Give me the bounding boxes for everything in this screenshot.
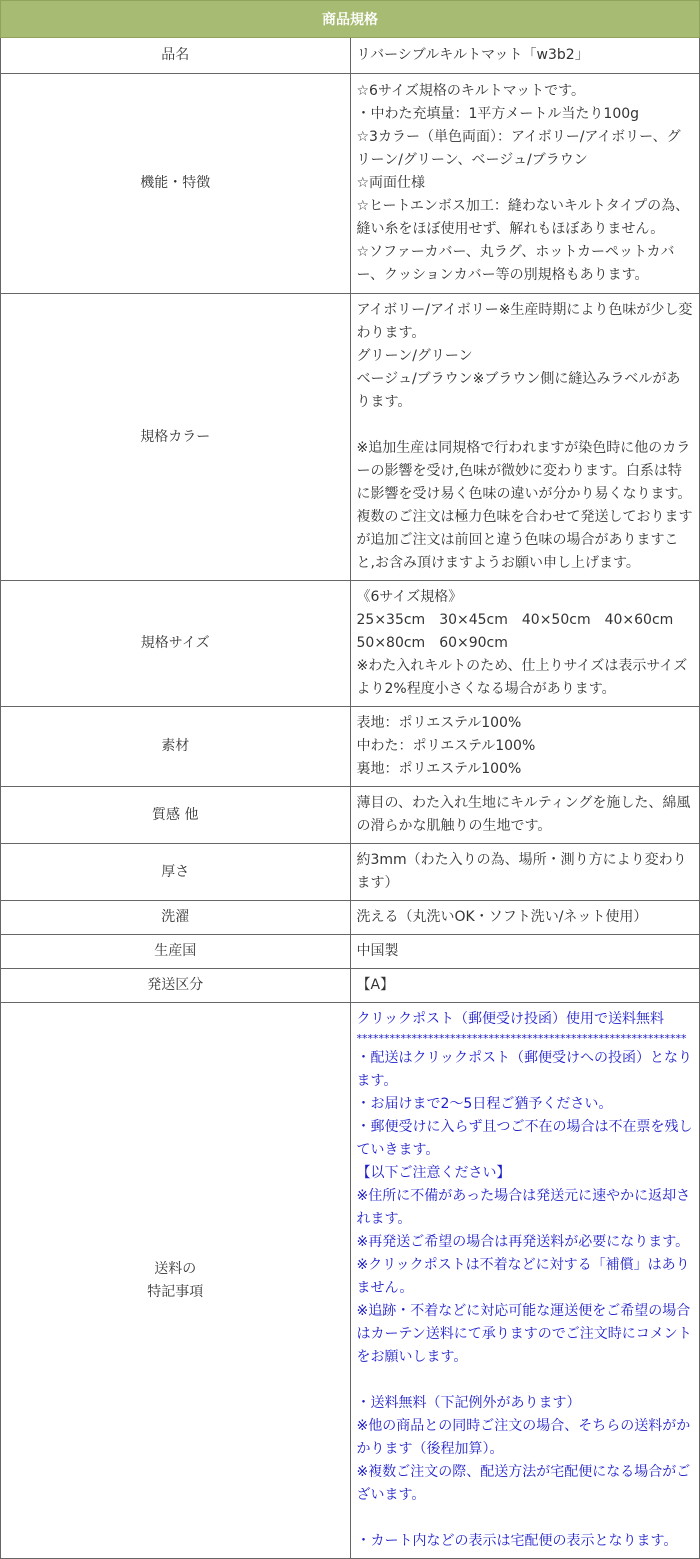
features-text <box>350 74 700 294</box>
material-line: 裏地：ポリエステル100% <box>356 761 522 777</box>
material-line: 中わた：ポリエステル100% <box>356 738 536 754</box>
shipping-label-line: 特記事項 <box>147 1283 204 1300</box>
row-label: 素材 <box>1 707 351 787</box>
washing-text: 洗える（丸洗いOK・ソフト洗い/ネット使用） <box>350 901 700 935</box>
row-label: 発送区分 <box>1 969 351 1003</box>
shipping-line: ・お届けまで2～5日程ご猶予ください。 <box>356 1096 613 1112</box>
shipping-class-text: 【A】 <box>350 969 700 1003</box>
feature-line: ☆両面仕様 <box>356 175 426 191</box>
spacer <box>357 414 694 437</box>
shipping-text <box>350 1003 700 1559</box>
shipping-line: 【以下ご注意ください】 <box>356 1165 511 1181</box>
colors-text <box>350 294 700 581</box>
shipping-line: ・カート内などの表示は宅配便の表示となります。 <box>356 1533 678 1549</box>
row-label: 規格サイズ <box>1 581 351 707</box>
row-label: 厚さ <box>1 844 351 901</box>
color-note: ※追加生産は同規格で行われますが染色時に他のカラーの影響を受け,色味が微妙に変わります。白系は特に影響を受け易く色味の違いが分かり易くなります。 <box>356 440 692 502</box>
shipping-label <box>1 1003 351 1559</box>
color-line: ベージュ/ブラウン※ブラウン側に縫込みラベルがあります。 <box>356 371 681 410</box>
shipping-line: ・配送はクリックポスト（郵便受けへの投函）となります。 <box>356 1050 692 1089</box>
spacer <box>357 1369 694 1392</box>
feature-line: ☆6サイズ規格のキルトマットです。 <box>356 83 586 99</box>
row-features <box>1 74 700 294</box>
sizes-text <box>350 581 700 707</box>
shipping-line: ※住所に不備があった場合は発送元に速やかに返却されます。 <box>356 1188 691 1227</box>
thickness-text: 約3mm（わた入りの為、場所・測り方により変わります） <box>350 844 700 901</box>
row-colors <box>1 294 700 581</box>
shipping-line: ・送料無料（下記例外があります） <box>356 1395 581 1411</box>
row-label: 洗濯 <box>1 901 351 935</box>
material-line: 表地：ポリエステル100% <box>356 715 522 731</box>
color-line: グリーン/グリーン <box>356 348 473 364</box>
row-label: 質感 他 <box>1 787 351 844</box>
sizes-note: ※わた入れキルトのため、仕上りサイズは表示サイズより2%程度小さくなる場合があります。 <box>356 658 688 697</box>
row-texture <box>1 787 700 844</box>
feature-line: ☆ソファーカバー、丸ラグ、ホットカーペットカバー、クッションカバー等の別規格もあります。 <box>356 244 675 283</box>
shipping-label-line: 送料の <box>154 1260 197 1277</box>
sizes-list: 25×35cm 30×45cm 40×50cm 40×60cm 50×80cm 60×90cm <box>356 612 688 651</box>
shipping-line: ※再発送ご希望の場合は再発送料が必要になります。 <box>356 1234 690 1250</box>
row-label: 規格カラー <box>1 294 351 581</box>
stars-divider: ************************************************************ <box>356 1032 687 1045</box>
row-origin <box>1 935 700 969</box>
row-material <box>1 707 700 787</box>
table-title: 商品規格 <box>1 1 700 38</box>
shipping-line: ※他の商品との同時ご注文の場合、そちらの送料がかかります（後程加算）。 <box>356 1418 691 1457</box>
row-washing <box>1 901 700 935</box>
row-thickness <box>1 844 700 901</box>
row-name <box>1 38 700 74</box>
feature-line: ・中わた充填量：1平方メートル当たり100g <box>356 106 640 122</box>
sizes-heading: 《6サイズ規格》 <box>356 589 463 605</box>
row-label: 生産国 <box>1 935 351 969</box>
spacer <box>357 1507 694 1530</box>
row-shipping-class <box>1 969 700 1003</box>
origin-text: 中国製 <box>350 935 700 969</box>
product-name: リバーシブルキルトマット「w3b2」 <box>350 38 700 74</box>
shipping-line: ・郵便受けに入らず且つご不在の場合は不在票を残していきます。 <box>356 1119 693 1158</box>
feature-line: ☆3カラー（単色両面）：アイボリー/アイボリー、グリーン/グリーン、ベージュ/ブラウン <box>356 129 681 168</box>
shipping-line: ※クリックポストは不着などに対する「補償」はありません。 <box>356 1257 690 1296</box>
shipping-headline: クリックポスト（郵便受け投函）使用で送料無料 <box>356 1011 664 1027</box>
row-shipping <box>1 1003 700 1559</box>
color-note: 複数のご注文は極力色味を合わせて発送しておりますが追加ご注文は前回と違う色味の場合がありますこと,お含み頂けますようお願い申し上げます。 <box>356 509 693 571</box>
color-line: アイボリー/アイボリー※生産時期により色味が少し変わります。 <box>356 302 693 341</box>
feature-line: ☆ヒートエンボス加工：縫わないキルトタイプの為、縫い糸をほぼ使用せず、解れもほぼありません。 <box>356 198 690 237</box>
row-sizes <box>1 581 700 707</box>
shipping-line: ※追跡・不着などに対応可能な運送便をご希望の場合はカーテン送料にて承りますのでご注文時にコメントをお願いします。 <box>356 1303 692 1365</box>
material-text <box>350 707 700 787</box>
row-label: 品名 <box>1 38 351 74</box>
texture-text: 薄目の、わた入れ生地にキルティングを施した、綿風の滑らかな肌触りの生地です。 <box>350 787 700 844</box>
shipping-line: ※複数ご注文の際、配送方法が宅配便になる場合がございます。 <box>356 1464 691 1503</box>
row-label: 機能・特徴 <box>1 74 351 294</box>
